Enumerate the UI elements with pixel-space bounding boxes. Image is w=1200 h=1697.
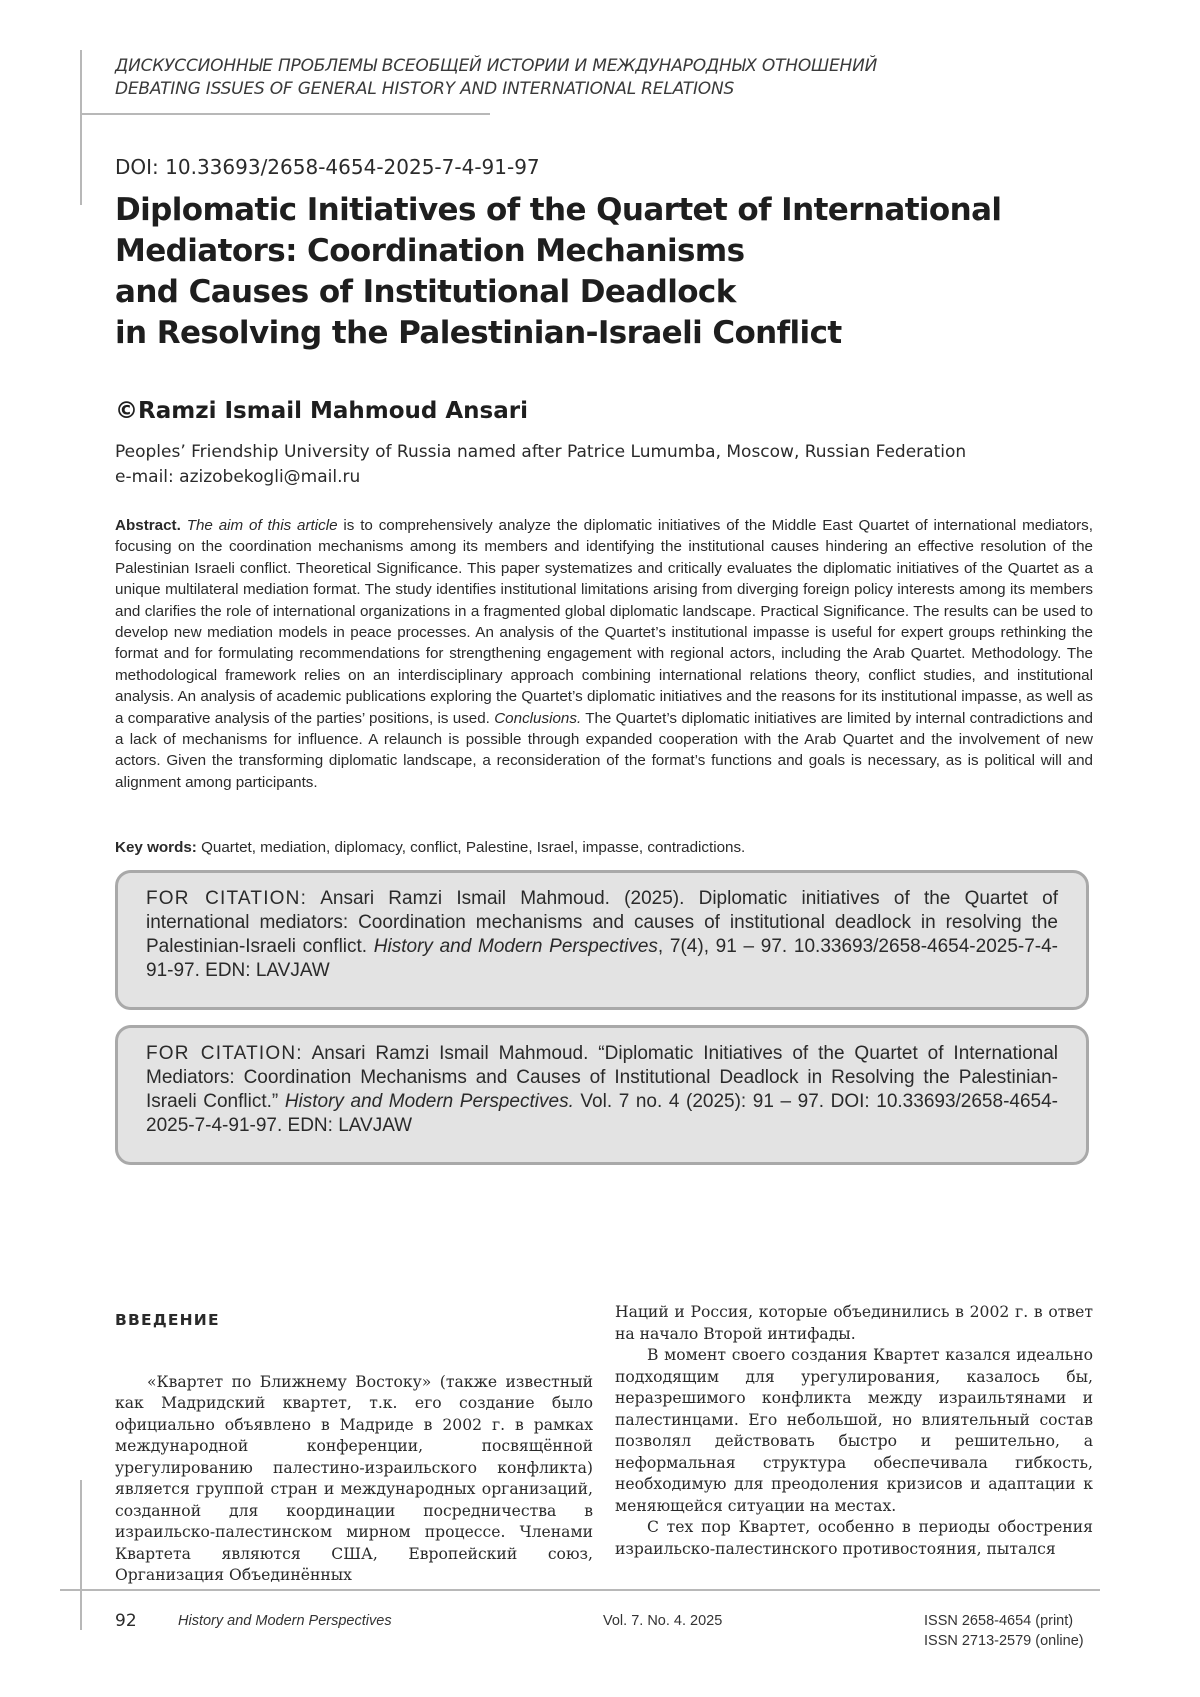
citation-text: Ansari Ramzi Ismail Mahmoud. (2025). Diplomatic initiatives of the Quartet of international mediators: Coordination mechanisms and causes of institutional deadlock in resolving the Palestinian-Israeli conflict. [146, 888, 1058, 957]
author-name: ©Ramzi Ismail Mahmoud Ansari [115, 398, 528, 424]
footer-volume: Vol. 7. No. 4. 2025 [603, 1613, 723, 1629]
title-line: Diplomatic Initiatives of the Quartet of International [115, 192, 1002, 228]
margin-rule-top-vertical [80, 50, 82, 205]
footer-journal-name: History and Modern Perspectives [178, 1613, 392, 1629]
citation-journal: History and Modern Perspectives [373, 936, 658, 957]
running-head-en: DEBATING ISSUES OF GENERAL HISTORY AND INTERNATIONAL RELATIONS [115, 79, 735, 99]
citation-label: FOR CITATION: [146, 888, 308, 909]
title-line: and Causes of Institutional Deadlock [115, 274, 736, 310]
margin-rule-bottom-vertical [80, 1480, 82, 1630]
keywords-text: Quartet, mediation, diplomacy, conflict, Palestine, Israel, impasse, contradictions. [196, 839, 746, 856]
abstract [115, 515, 1093, 793]
article-title [115, 190, 1015, 354]
citation-text-end: Vol. 7 no. 4 (2025): 91 – 97. DOI: 10.33693/2658-4654-2025-7-4-91-97. EDN: LAVJAW [146, 1091, 1058, 1136]
body-paragraph: Наций и Россия, которые объединились в 2002 г. в ответ на начало Второй интифады. [615, 1303, 1093, 1343]
body-paragraph: С тех пор Квартет, особенно в периоды обострения израильско-палестинского противостояния, пытался [615, 1518, 1093, 1558]
citation-text-end: , 7(4), 91 – 97. 10.33693/2658-4654-2025-7-4-91-97. EDN: LAVJAW [146, 936, 1059, 981]
title-line: Mediators: Coordination Mechanisms [115, 233, 745, 269]
article-doi: DOI: 10.33693/2658-4654-2025-7-4-91-97 [115, 155, 540, 179]
citation-box-chicago-style [115, 1025, 1089, 1165]
footer-rule [60, 1589, 1100, 1591]
author-email: e-mail: azizobekogli@mail.ru [115, 467, 361, 487]
margin-rule-top-horizontal [80, 113, 490, 115]
abstract-label: Abstract. [115, 517, 181, 534]
body-column-right [615, 1302, 1093, 1560]
body-paragraph: В момент своего создания Квартет казался идеально подходящим для урегулирования, казалось бы, неразрешимого конфликта между израильтянами и палестинцами. Его небольшой, но влиятельный состав позволял действовать быстро и решительно, а неформальная структура обеспечивала гибкость, необходимую для преодоления кризисов и адаптации к меняющейся ситуации на местах. [615, 1346, 1093, 1515]
citation-box-ru-style [115, 870, 1089, 1010]
page-number: 92 [115, 1611, 137, 1631]
citation-journal: History and Modern Perspectives. [284, 1091, 574, 1112]
citation-label: FOR CITATION: [146, 1043, 303, 1064]
running-head [115, 55, 1115, 101]
abstract-conclusions-label: Conclusions. [494, 709, 582, 727]
footer-issn [924, 1611, 1084, 1651]
author-affiliation-block [115, 440, 966, 490]
running-head-ru: ДИСКУССИОННЫЕ ПРОБЛЕМЫ ВСЕОБЩЕЙ ИСТОРИИ И МЕЖДУНАРОДНЫХ ОТНОШЕНИЙ [115, 56, 878, 76]
issn-print: ISSN 2658-4654 (print) [924, 1613, 1074, 1629]
body-column-left [115, 1310, 593, 1587]
body-paragraph: «Квартет по Ближнему Востоку» (также известный как Мадридский квартет, т.к. его создание было официально объявлено в Мадриде в 2002 г. в рамках международной конференции, посвящённой урегулированию палестино-израильского конфликта) является группой стран и международных организаций, созданной для координации посредничества в израильско-палестинском мирном процессе. Членами Квартета являются США, Европейский союз, Организация Объединённых [115, 1372, 593, 1584]
citation-text: Ansari Ramzi Ismail Mahmoud. “Diplomatic Initiatives of the Quartet of International Mediators: Coordination Mechanisms and Causes of Institutional Deadlock in Resolving the Palestinian-Israeli Conflict.” [146, 1043, 1059, 1112]
title-line: in Resolving the Palestinian-Israeli Conflict [115, 315, 842, 351]
abstract-text: is to comprehensively analyze the diplomatic initiatives of the Middle East Quartet of international mediators, focusing on the coordination mechanisms among its members and identifying the institutional causes hindering an effective resolution of the Palestinian Israeli conflict. Theoretical Significance. This paper systematizes and critically evaluates the diplomatic initiatives of the Quartet as a unique multilateral mediation format. The study identifies institutional limitations arising from diverging foreign policy interests among its members and clarifies the role of international organizations in a fragmented global diplomatic landscape. Practical Significance. The results can be used to develop new mediation models in peace processes. An analysis of the Quartet’s institutional impasse is useful for expert groups rethinking the format and for formulating recommendations for strengthening engagement with regional actors, including the Arab Quartet. Methodology. The methodological framework relies on an interdisciplinary approach combining international relations theory, conflict studies, and institutional analysis. An analysis of academic publications exploring the Quartet’s diplomatic initiatives and the reasons for its institutional impasse, as well as a comparative analysis of the parties’ positions, is used. [115, 517, 1093, 727]
abstract-text-conclusions: The Quartet’s diplomatic initiatives are limited by internal contradictions and a lack of mechanisms for influence. A relaunch is possible through expanded cooperation with the Arab Quartet and the involvement of new actors. Given the transforming diplomatic landscape, a reconsideration of the format’s functions and goals is necessary, as is political will and alignment among participants. [115, 709, 1093, 791]
section-heading-introduction: ВВЕДЕНИЕ [115, 1311, 220, 1329]
abstract-aim-label: The aim of this article [186, 517, 338, 534]
issn-online: ISSN 2713-2579 (online) [924, 1633, 1084, 1649]
keywords [115, 839, 1093, 856]
affiliation: Peoples’ Friendship University of Russia named after Patrice Lumumba, Moscow, Russian Federation [115, 442, 967, 462]
keywords-label: Key words: [115, 839, 197, 856]
